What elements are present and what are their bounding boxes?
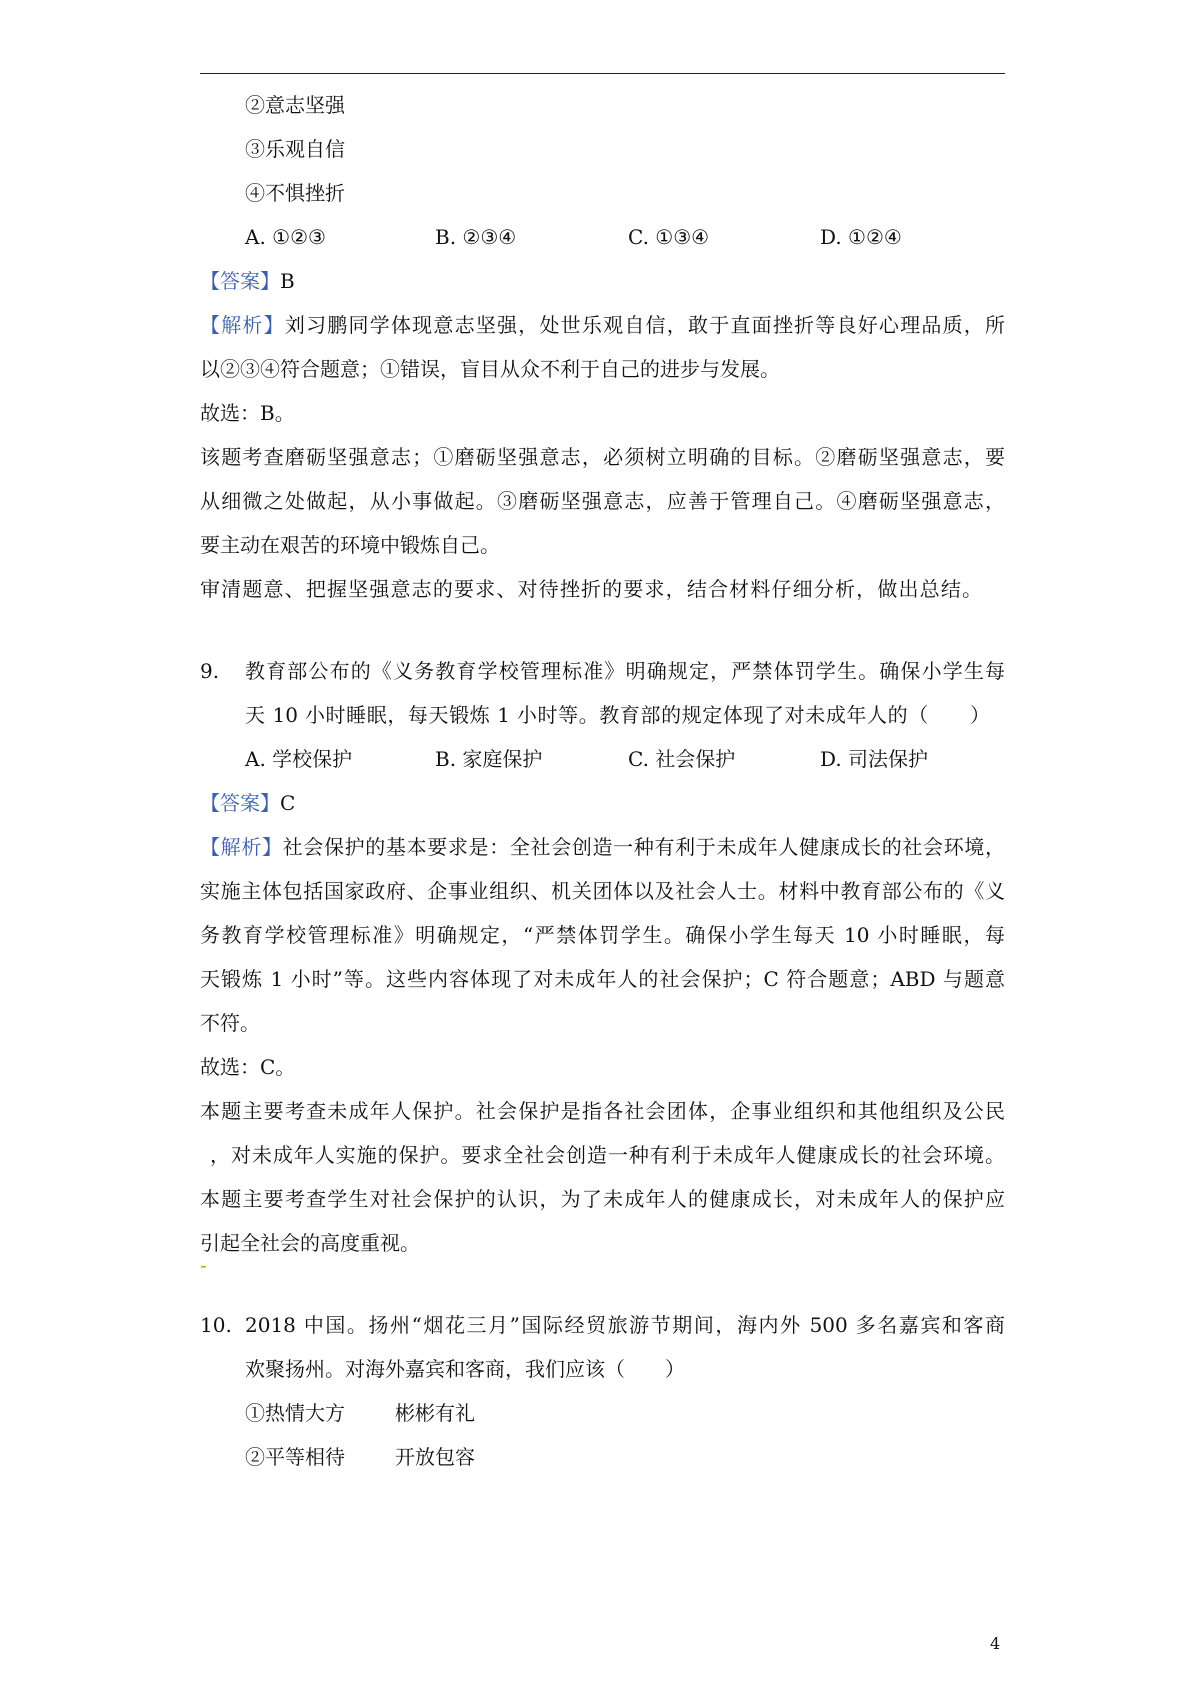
q10-item-detail: 开放包容 bbox=[395, 1445, 475, 1469]
q8-option-d: D. ①②④ bbox=[820, 225, 902, 249]
yellow-edit-mark: - bbox=[200, 1253, 207, 1277]
q9-answer-line bbox=[200, 788, 295, 818]
analysis-tag: 【解析】 bbox=[200, 835, 283, 859]
q9-analysis-line: 天锻炼 1 小时”等。这些内容体现了对未成年人的社会保护；C 符合题意；ABD 与题意 bbox=[200, 967, 1005, 991]
q8-option-b: B. ②③④ bbox=[435, 225, 517, 249]
q9-choice: 故选：C。 bbox=[200, 1055, 296, 1079]
q10-item-detail: 彬彬有礼 bbox=[395, 1401, 475, 1425]
q8-comment-line: 该题考查磨砺坚强意志；①磨砺坚强意志，必须树立明确的目标。②磨砺坚强意志，要 bbox=[200, 445, 1005, 469]
q9-analysis-line: 实施主体包括国家政府、企事业组织、机关团体以及社会人士。材料中教育部公布的《义 bbox=[200, 879, 1005, 903]
q9-stem-line: 教育部公布的《义务教育学校管理标准》明确规定，严禁体罚学生。确保小学生每 bbox=[245, 659, 1005, 683]
q9-option-a: A. 学校保护 bbox=[245, 747, 353, 771]
answer-tag: 【答案】 bbox=[200, 791, 280, 815]
answer-value: B bbox=[280, 269, 295, 293]
q8-comment-line: 从细微之处做起，从小事做起。③磨砺坚强意志，应善于管理自己。④磨砺坚强意志， bbox=[200, 489, 1005, 513]
q9-comment-line: 本题主要考查未成年人保护。社会保护是指各社会团体，企事业组织和其他组织及公民 bbox=[200, 1099, 1005, 1123]
q8-item: ④不惧挫折 bbox=[245, 181, 345, 205]
q9-analysis-line: 不符。 bbox=[200, 1011, 260, 1035]
q9-comment-line: 引起全社会的高度重视。 bbox=[200, 1231, 420, 1255]
q8-choice: 故选：B。 bbox=[200, 401, 295, 425]
page-number: 4 bbox=[990, 1634, 1001, 1653]
q9-option-d: D. 司法保护 bbox=[820, 747, 929, 771]
q10-number: 10. bbox=[200, 1313, 232, 1337]
answer-value: C bbox=[280, 791, 296, 815]
q8-analysis-line: 以②③④符合题意；①错误，盲目从众不利于自己的进步与发展。 bbox=[200, 357, 780, 381]
q8-answer-line bbox=[200, 266, 295, 296]
q8-analysis-line: 【解析】刘习鹏同学体现意志坚强，处世乐观自信，敢于直面挫折等良好心理品质，所 bbox=[200, 313, 1005, 337]
q8-item: ③乐观自信 bbox=[245, 137, 345, 161]
q9-number: 9. bbox=[200, 659, 220, 683]
q9-stem-line: 天 10 小时睡眠，每天锻炼 1 小时等。教育部的规定体现了对未成年人的（ ） bbox=[245, 703, 990, 727]
q10-stem-line: 2018 中国。扬州“烟花三月”国际经贸旅游节期间，海内外 500 多名嘉宾和客商 bbox=[245, 1313, 1005, 1337]
q9-option-c: C. 社会保护 bbox=[628, 747, 736, 771]
analysis-tag: 【解析】 bbox=[200, 313, 285, 337]
q8-option-c: C. ①③④ bbox=[628, 225, 710, 249]
q8-item: ②意志坚强 bbox=[245, 93, 345, 117]
q9-option-b: B. 家庭保护 bbox=[435, 747, 543, 771]
q10-item-label: ②平等相待 bbox=[245, 1445, 345, 1469]
q9-analysis-line: 务教育学校管理标准》明确规定，“严禁体罚学生。确保小学生每天 10 小时睡眠，每 bbox=[200, 923, 1005, 947]
q9-comment-line: ，对未成年人实施的保护。要求全社会创造一种有利于未成年人健康成长的社会环境。 bbox=[210, 1143, 1005, 1167]
answer-tag: 【答案】 bbox=[200, 269, 280, 293]
q10-item-label: ①热情大方 bbox=[245, 1401, 345, 1425]
q8-option-a: A. ①②③ bbox=[245, 225, 326, 249]
header-rule bbox=[200, 73, 1005, 74]
q9-analysis-line: 【解析】社会保护的基本要求是：全社会创造一种有利于未成年人健康成长的社会环境， bbox=[200, 835, 1005, 859]
q8-comment-line: 要主动在艰苦的环境中锻炼自己。 bbox=[200, 533, 500, 557]
q9-comment-line: 本题主要考查学生对社会保护的认识，为了未成年人的健康成长，对未成年人的保护应 bbox=[200, 1187, 1005, 1211]
q8-comment-line: 审清题意、把握坚强意志的要求、对待挫折的要求，结合材料仔细分析，做出总结。 bbox=[200, 577, 982, 601]
q10-stem-line: 欢聚扬州。对海外嘉宾和客商，我们应该（ ） bbox=[245, 1357, 685, 1381]
